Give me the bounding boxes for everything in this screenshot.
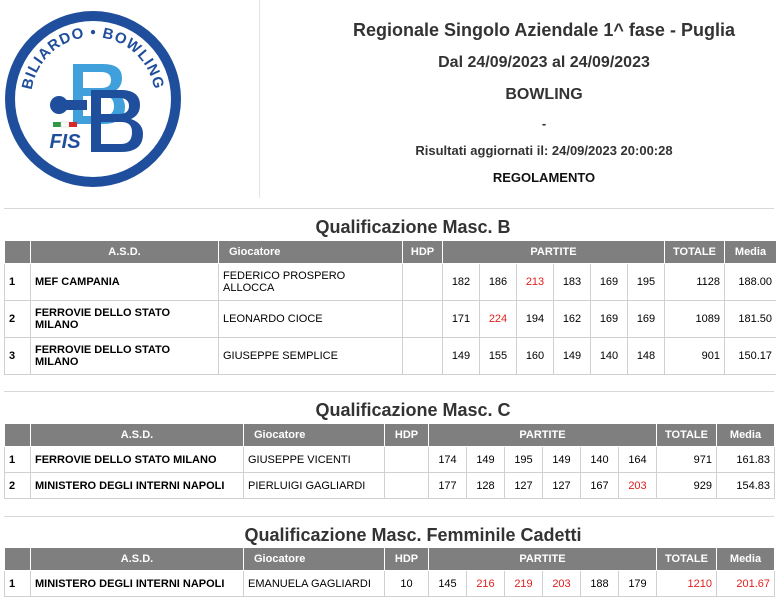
row-game-6: 148 bbox=[628, 338, 665, 375]
section-title: Qualificazione Masc. Femminile Cadetti bbox=[244, 525, 582, 545]
row-total: 971 bbox=[657, 447, 717, 473]
col-hdp: HDP bbox=[385, 548, 429, 571]
fis-logo-icon bbox=[3, 6, 183, 192]
row-game-5: 140 bbox=[581, 447, 619, 473]
row-game-4: 149 bbox=[543, 447, 581, 473]
row-hdp bbox=[385, 447, 429, 473]
col-asd: A.S.D. bbox=[31, 241, 219, 264]
section-title: Qualificazione Masc. C bbox=[315, 400, 511, 420]
col-total: TOTALE bbox=[657, 548, 717, 571]
row-player: EMANUELA GAGLIARDI bbox=[244, 571, 385, 597]
row-asd: MEF CAMPANIA bbox=[31, 264, 219, 301]
row-game-3: 219 bbox=[505, 571, 543, 597]
row-game-2: 216 bbox=[467, 571, 505, 597]
row-avg: 150.17 bbox=[725, 338, 776, 375]
row-game-1: 174 bbox=[429, 447, 467, 473]
row-hdp bbox=[403, 338, 443, 375]
table-row bbox=[5, 571, 775, 597]
row-total: 1089 bbox=[665, 301, 725, 338]
event-sport: BOWLING bbox=[505, 86, 583, 103]
section-title: Qualificazione Masc. B bbox=[315, 217, 511, 237]
row-total: 1210 bbox=[657, 571, 717, 597]
row-asd: MINISTERO DEGLI INTERNI NAPOLI bbox=[31, 473, 244, 499]
row-game-1: 177 bbox=[429, 473, 467, 499]
col-rank bbox=[5, 241, 31, 264]
row-total: 1128 bbox=[665, 264, 725, 301]
row-game-1: 145 bbox=[429, 571, 467, 597]
row-game-6: 195 bbox=[628, 264, 665, 301]
row-game-6: 164 bbox=[619, 447, 657, 473]
row-game-4: 127 bbox=[543, 473, 581, 499]
table-row bbox=[5, 264, 776, 301]
row-game-4: 149 bbox=[554, 338, 591, 375]
divider bbox=[4, 391, 774, 392]
results-table bbox=[4, 547, 775, 597]
row-hdp: 10 bbox=[385, 571, 429, 597]
table-row bbox=[5, 338, 776, 375]
event-separator: - bbox=[541, 116, 547, 131]
row-game-5: 140 bbox=[591, 338, 628, 375]
row-rank: 3 bbox=[5, 338, 31, 375]
col-rank bbox=[5, 548, 31, 571]
row-player: FEDERICO PROSPERO ALLOCCA bbox=[219, 264, 403, 301]
event-info bbox=[262, 0, 776, 198]
table-row bbox=[5, 301, 776, 338]
svg-text:FIS: FIS bbox=[49, 131, 81, 153]
row-game-2: 186 bbox=[480, 264, 517, 301]
row-avg: 181.50 bbox=[725, 301, 776, 338]
row-asd: FERROVIE DELLO STATO MILANO bbox=[31, 447, 244, 473]
row-hdp bbox=[403, 301, 443, 338]
results-table bbox=[4, 240, 776, 375]
col-games: PARTITE bbox=[429, 548, 657, 571]
row-rank: 2 bbox=[5, 301, 31, 338]
row-game-6: 169 bbox=[628, 301, 665, 338]
row-hdp bbox=[403, 264, 443, 301]
row-game-4: 203 bbox=[543, 571, 581, 597]
event-dates: Dal 24/09/2023 al 24/09/2023 bbox=[438, 54, 650, 71]
divider bbox=[4, 516, 774, 517]
table-row bbox=[5, 447, 775, 473]
row-game-2: 128 bbox=[467, 473, 505, 499]
row-game-5: 169 bbox=[591, 301, 628, 338]
row-player: PIERLUIGI GAGLIARDI bbox=[244, 473, 385, 499]
row-rank: 1 bbox=[5, 447, 31, 473]
col-games: PARTITE bbox=[429, 424, 657, 447]
row-asd: FERROVIE DELLO STATO MILANO bbox=[31, 301, 219, 338]
col-hdp: HDP bbox=[385, 424, 429, 447]
row-rank: 1 bbox=[5, 264, 31, 301]
row-game-2: 224 bbox=[480, 301, 517, 338]
col-avg: Media bbox=[717, 548, 775, 571]
row-game-2: 149 bbox=[467, 447, 505, 473]
row-player: GIUSEPPE VICENTI bbox=[244, 447, 385, 473]
row-game-4: 162 bbox=[554, 301, 591, 338]
row-asd: FERROVIE DELLO STATO MILANO bbox=[31, 338, 219, 375]
fis-logo bbox=[0, 0, 260, 198]
page-header bbox=[0, 0, 776, 200]
col-hdp: HDP bbox=[403, 241, 443, 264]
row-game-4: 183 bbox=[554, 264, 591, 301]
table-header-row bbox=[5, 548, 775, 571]
row-game-5: 167 bbox=[581, 473, 619, 499]
col-player: Giocatore bbox=[219, 241, 403, 264]
col-asd: A.S.D. bbox=[31, 548, 244, 571]
row-game-1: 149 bbox=[443, 338, 480, 375]
col-games: PARTITE bbox=[443, 241, 665, 264]
svg-text:BILIARDO • BOWLING: BILIARDO • BOWLING bbox=[18, 23, 168, 92]
divider bbox=[4, 208, 774, 209]
row-rank: 2 bbox=[5, 473, 31, 499]
row-game-2: 155 bbox=[480, 338, 517, 375]
row-rank: 1 bbox=[5, 571, 31, 597]
row-game-3: 194 bbox=[517, 301, 554, 338]
row-game-3: 195 bbox=[505, 447, 543, 473]
table-header-row bbox=[5, 424, 775, 447]
row-total: 929 bbox=[657, 473, 717, 499]
last-updated: Risultati aggiornati il: 24/09/2023 20:00:28 bbox=[415, 143, 673, 158]
col-rank bbox=[5, 424, 31, 447]
row-total: 901 bbox=[665, 338, 725, 375]
row-game-6: 179 bbox=[619, 571, 657, 597]
row-game-5: 188 bbox=[581, 571, 619, 597]
col-player: Giocatore bbox=[244, 548, 385, 571]
col-asd: A.S.D. bbox=[31, 424, 244, 447]
row-player: GIUSEPPE SEMPLICE bbox=[219, 338, 403, 375]
row-game-1: 171 bbox=[443, 301, 480, 338]
results-table bbox=[4, 423, 775, 499]
row-avg: 188.00 bbox=[725, 264, 776, 301]
table-row bbox=[5, 473, 775, 499]
row-asd: MINISTERO DEGLI INTERNI NAPOLI bbox=[31, 571, 244, 597]
row-game-1: 182 bbox=[443, 264, 480, 301]
event-title: Regionale Singolo Aziendale 1^ fase - Puglia bbox=[353, 20, 735, 40]
col-total: TOTALE bbox=[665, 241, 725, 264]
table-header-row bbox=[5, 241, 776, 264]
row-avg: 161.83 bbox=[717, 447, 775, 473]
row-avg: 154.83 bbox=[717, 473, 775, 499]
row-player: LEONARDO CIOCE bbox=[219, 301, 403, 338]
col-avg: Media bbox=[717, 424, 775, 447]
row-game-6: 203 bbox=[619, 473, 657, 499]
row-avg: 201.67 bbox=[717, 571, 775, 597]
row-game-3: 160 bbox=[517, 338, 554, 375]
row-game-3: 127 bbox=[505, 473, 543, 499]
col-player: Giocatore bbox=[244, 424, 385, 447]
row-game-5: 169 bbox=[591, 264, 628, 301]
row-game-3: 213 bbox=[517, 264, 554, 301]
row-hdp bbox=[385, 473, 429, 499]
regolamento-link[interactable]: REGOLAMENTO bbox=[492, 170, 596, 185]
col-total: TOTALE bbox=[657, 424, 717, 447]
col-avg: Media bbox=[725, 241, 776, 264]
